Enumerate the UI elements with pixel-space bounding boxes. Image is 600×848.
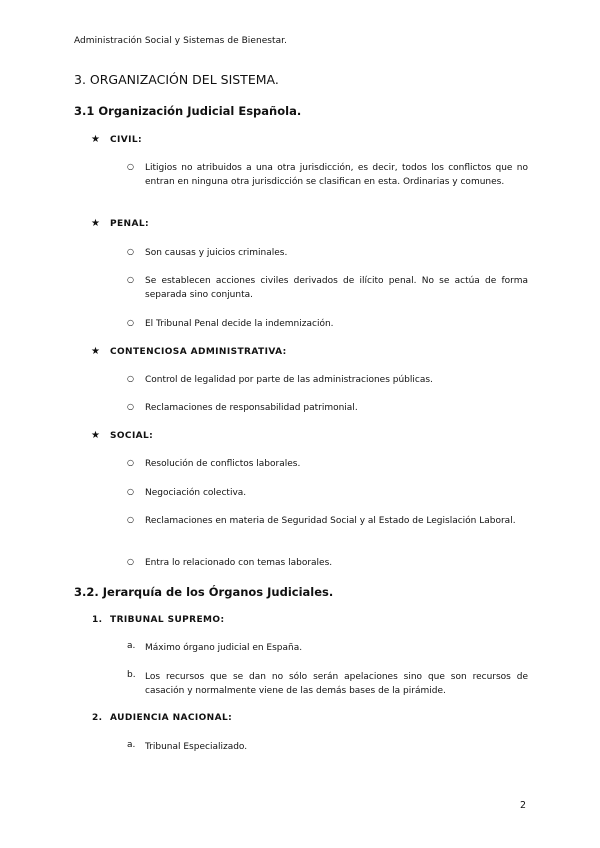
circle-bullet-icon: ○: [127, 515, 134, 524]
star-icon: ★: [91, 346, 101, 357]
list-item: [127, 641, 528, 655]
circle-bullet-icon: ○: [127, 162, 134, 171]
category-label: SOCIAL:: [110, 431, 154, 441]
list-item-text: Reclamaciones de responsabilidad patrimonial.: [145, 403, 358, 413]
subsection-title-jerarquia: 3.2. Jerarquía de los Órganos Judiciales.: [74, 585, 334, 599]
list-item: [127, 246, 528, 260]
list-item: [127, 670, 528, 698]
circle-bullet-icon: ○: [127, 275, 134, 284]
list-item: [127, 556, 528, 570]
circle-bullet-icon: ○: [127, 487, 134, 496]
heading-label: AUDIENCIA NACIONAL:: [110, 713, 233, 723]
list-item: [127, 740, 528, 754]
category-label: CIVIL:: [110, 135, 143, 145]
list-item-text: Se establecen acciones civiles derivados de ilícito penal. No se actúa de forma separada sino conjunta.: [145, 276, 528, 300]
circle-bullet-icon: ○: [127, 374, 134, 383]
subsection-title-organizacion: 3.1 Organización Judicial Española.: [74, 104, 302, 118]
category-contenciosa-administrativa: [91, 346, 287, 357]
list-item: [127, 274, 528, 302]
heading-number: 2.: [92, 713, 103, 723]
numbered-heading-audiencia-nacional: [92, 713, 232, 723]
list-item-text: Litigios no atribuidos a una otra jurisdicción, es decir, todos los conflictos que no entran en ninguna otra jurisdicción se clasifican en esta. Ordinarias y comunes.: [145, 163, 528, 187]
list-item-text: Tribunal Especializado.: [145, 742, 248, 752]
category-social: [91, 430, 154, 441]
list-item-text: Los recursos que se dan no sólo serán apelaciones sino que son recursos de casación y normalmente viene de las demás bases de la pirámide.: [145, 672, 528, 696]
star-icon: ★: [91, 218, 101, 229]
list-item-text: El Tribunal Penal decide la indemnización.: [145, 319, 334, 329]
circle-bullet-icon: ○: [127, 458, 134, 467]
list-item: [127, 401, 528, 415]
running-header: Administración Social y Sistemas de Bienestar.: [74, 36, 287, 46]
list-item: [127, 457, 528, 471]
list-item-text: Negociación colectiva.: [145, 488, 247, 498]
star-icon: ★: [91, 134, 101, 145]
heading-number: 1.: [92, 615, 103, 625]
circle-bullet-icon: ○: [127, 247, 134, 256]
circle-bullet-icon: ○: [127, 318, 134, 327]
circle-bullet-icon: ○: [127, 402, 134, 411]
list-item-text: Resolución de conflictos laborales.: [145, 459, 301, 469]
list-item-text: Entra lo relacionado con temas laborales.: [145, 558, 333, 568]
star-icon: ★: [91, 430, 101, 441]
item-marker: a.: [127, 641, 136, 651]
category-civil: [91, 134, 143, 145]
list-item-text: Reclamaciones en materia de Seguridad Social y al Estado de Legislación Laboral.: [145, 516, 516, 526]
section-title: 3. ORGANIZACIÓN DEL SISTEMA.: [74, 72, 279, 87]
list-item-text: Control de legalidad por parte de las administraciones públicas.: [145, 375, 433, 385]
item-marker: a.: [127, 740, 136, 750]
page-number: 2: [520, 800, 527, 811]
category-penal: [91, 218, 149, 229]
numbered-heading-tribunal-supremo: [92, 615, 224, 625]
list-item: [127, 373, 528, 387]
list-item: [127, 317, 528, 331]
list-item-text: Son causas y juicios criminales.: [145, 248, 288, 258]
list-item-text: Máximo órgano judicial en España.: [145, 643, 303, 653]
list-item: [127, 514, 528, 528]
list-item: [127, 486, 528, 500]
list-item: [127, 161, 528, 189]
item-marker: b.: [127, 670, 136, 680]
category-label: CONTENCIOSA ADMINISTRATIVA:: [110, 347, 287, 357]
category-label: PENAL:: [110, 219, 149, 229]
heading-label: TRIBUNAL SUPREMO:: [110, 615, 225, 625]
circle-bullet-icon: ○: [127, 557, 134, 566]
